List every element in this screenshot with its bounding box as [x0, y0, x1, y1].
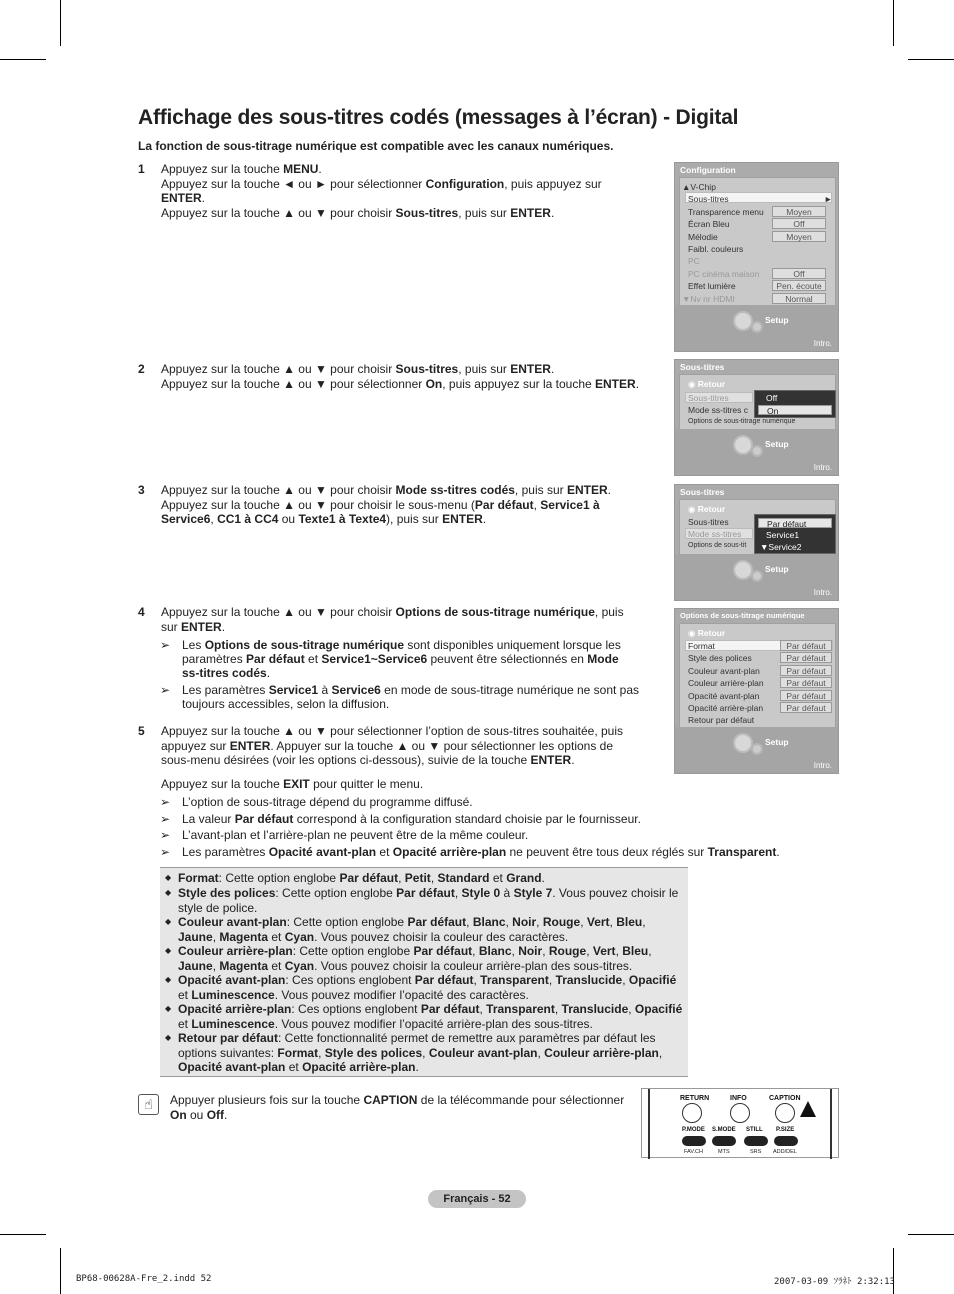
exit-note-1 — [160, 795, 780, 810]
note-arrow-icon: ➢ — [160, 828, 171, 842]
osd-retour-label: Retour — [697, 628, 726, 638]
osd-row: Effet lumière — [688, 281, 736, 292]
smode-button — [712, 1136, 736, 1146]
step-4-note-2 — [160, 683, 650, 711]
osd-value: Off — [772, 218, 826, 229]
crop-mark — [60, 0, 61, 46]
bullet-icon: ◆ — [165, 1033, 172, 1042]
note-arrow-icon: ➢ — [160, 812, 171, 826]
step-number: 5 — [138, 724, 145, 738]
step-line: Appuyez sur la touche ▲ ou ▼ pour choisir Mode ss-titres codés, puis sur ENTER. — [161, 483, 611, 497]
gear-icon — [751, 321, 763, 333]
osd-popup — [754, 514, 836, 554]
step-line: Appuyez sur la touche MENU. — [161, 162, 322, 176]
osd-header: Options de sous-titrage numérique — [680, 611, 805, 620]
step-line: Appuyez sur la touche ◄ ou ► pour sélectionner Configuration, puis appuyez sur ENTER. — [161, 176, 602, 205]
osd-row: PC — [688, 256, 700, 267]
bullet-icon: ◆ — [165, 888, 172, 897]
option-text: Format: Cette option englobe Par défaut, Petit, Standard et Grand. — [178, 871, 545, 885]
step-3 — [138, 483, 658, 529]
osd-row: Sous-titres — [688, 393, 729, 403]
osd-intro-label: Intro. — [813, 761, 832, 770]
osd-header: Sous-titres — [680, 362, 725, 372]
osd-row: Couleur arrière-plan — [688, 678, 764, 689]
osd-value: Par défaut — [780, 702, 832, 713]
remote-label-pmode: P.MODE — [682, 1127, 705, 1133]
osd-value: Par défaut — [780, 677, 832, 688]
remote-sublabel: SRS — [750, 1149, 762, 1155]
osd-menu-panel — [679, 177, 836, 307]
page-number-badge: Français - 52 — [428, 1190, 526, 1208]
note-arrow-icon: ➢ — [160, 795, 171, 809]
option-text: Retour par défaut: Cette fonctionnalité permet de remettre aux paramètres par défaut les options suivantes: Format, Style des polices, Couleur avant-plan, Couleur arrière-plan, Opacité avant-plan et Opacité arrière-plan. — [178, 1031, 663, 1074]
step-body — [161, 162, 641, 220]
psize-button — [774, 1136, 798, 1146]
gear-icon — [733, 733, 753, 753]
osd-row: Écran Bleu — [688, 219, 730, 230]
note-text: La valeur Par défaut correspond à la configuration standard choisie par le fournisseur. — [182, 812, 641, 826]
osd-row: Mode ss-titres c — [688, 405, 748, 415]
hand-icon: ☝ — [138, 1094, 159, 1115]
option-text: Couleur avant-plan: Cette option englobe Par défaut, Blanc, Noir, Rouge, Vert, Bleu, Jaune, Magenta et Cyan. Vous pouvez choisir la couleur des caractères. — [178, 915, 646, 944]
osd-retour: ◉ Retour — [688, 628, 726, 638]
osd-menu-panel — [679, 623, 836, 729]
remote-label-return: RETURN — [680, 1095, 710, 1102]
osd-row: Style des polices — [688, 653, 752, 664]
step-1 — [138, 162, 658, 222]
crop-mark — [893, 0, 894, 46]
crop-mark — [908, 1234, 954, 1235]
osd-popup-option: Service1 — [766, 530, 800, 540]
osd-row: Sous-titres — [688, 517, 729, 527]
exit-note-2 — [160, 812, 780, 827]
osd-row: Options de sous-titrage numérique — [688, 418, 796, 425]
osd-row: PC cinéma maison — [688, 268, 760, 279]
remote-sublabel: ADD/DEL — [773, 1149, 797, 1155]
step-4-note-1 — [160, 638, 650, 680]
remote-edge — [830, 1089, 832, 1159]
remote-edge — [648, 1089, 650, 1159]
gear-icon — [751, 743, 763, 755]
caption-note-text: Appuyer plusieurs fois sur la touche CAPTION de la télécommande pour sélectionner On ou Off. — [170, 1093, 625, 1122]
osd-setup-label: Setup — [765, 439, 789, 449]
step-5 — [138, 724, 658, 770]
osd-retour: ◉ Retour — [688, 504, 726, 514]
osd-row: Opacité arrière-plan — [688, 703, 764, 713]
bullet-icon: ◆ — [165, 975, 172, 984]
crop-mark — [908, 59, 954, 60]
bullet-icon: ◆ — [165, 917, 172, 926]
footer-right: 2007-03-09 ｿﾗﾈﾄ 2:32:13 — [774, 1277, 895, 1287]
osd-row: ▲V-Chip — [682, 182, 716, 192]
osd-value: ► — [824, 194, 833, 205]
osd-value: Normal — [772, 293, 826, 304]
osd-setup-label: Setup — [765, 564, 789, 574]
note-arrow-icon: ➢ — [160, 638, 171, 652]
crop-mark — [893, 1248, 894, 1294]
osd-value: Par défaut — [780, 665, 832, 676]
osd-screen-options — [674, 608, 839, 774]
exit-instruction: Appuyez sur la touche EXIT pour quitter le menu. — [161, 777, 424, 791]
osd-row: Opacité avant-plan — [688, 690, 760, 701]
osd-row: Sous-titres — [688, 194, 729, 205]
step-number: 1 — [138, 162, 145, 176]
osd-popup — [754, 390, 836, 418]
option-text: Opacité arrière-plan: Ces options englobent Par défaut, Transparent, Translucide, Opacifié et Luminescence. Vous pouvez modifier l’opacité arrière-plan des sous-titres. — [178, 1002, 683, 1031]
step-number: 2 — [138, 362, 145, 376]
osd-menu-panel — [679, 499, 836, 557]
osd-row: ▼Nv nr HDMI — [682, 293, 735, 304]
osd-row: Couleur avant-plan — [688, 665, 760, 676]
osd-setup-label: Setup — [765, 737, 789, 747]
caption-button — [775, 1103, 795, 1123]
osd-row: Transparence menu — [688, 206, 764, 217]
step-body — [161, 605, 636, 634]
step-number: 4 — [138, 605, 145, 619]
osd-row: Faibl. couleurs — [688, 244, 744, 254]
gear-icon — [751, 570, 763, 582]
osd-footer — [675, 727, 838, 773]
osd-row: Retour par défaut — [688, 715, 755, 726]
footer-left: BP68-00628A-Fre_2.indd 52 — [76, 1274, 212, 1284]
option-text: Style des polices: Cette option englobe Par défaut, Style 0 à Style 7. Vous pouvez choisir le style de police. — [178, 886, 679, 915]
osd-screen-configuration — [674, 162, 839, 352]
step-4 — [138, 605, 658, 637]
gear-icon — [733, 311, 753, 331]
osd-row: Mode ss-titres — [688, 529, 742, 539]
step-line: Appuyez sur la touche ▲ ou ▼ pour choisir Options de sous-titrage numérique, puis sur ENTER. — [161, 605, 624, 634]
remote-label-still: STILL — [746, 1127, 763, 1133]
pointer-arrow-icon — [800, 1101, 816, 1117]
crop-mark — [0, 59, 46, 60]
note-text: L’option de sous-titrage dépend du programme diffusé. — [182, 795, 473, 809]
note-text: Les paramètres Opacité avant-plan et Opacité arrière-plan ne peuvent être tous deux réglés sur Transparent. — [182, 845, 780, 859]
osd-setup-label: Setup — [765, 315, 789, 325]
exit-note-3 — [160, 828, 780, 843]
osd-value: Par défaut — [780, 690, 832, 701]
osd-footer — [675, 554, 838, 600]
osd-row: Format — [688, 641, 715, 651]
note-arrow-icon: ➢ — [160, 845, 171, 859]
bullet-icon: ◆ — [165, 873, 172, 882]
osd-popup-option: Off — [766, 393, 778, 403]
step-line: Appuyez sur la touche ▲ ou ▼ pour sélectionner l’option de sous-titres souhaitée, puis appuyez sur ENTER. Appuyer sur la touche ▲ ou ▼ pour sélectionner les options de sous-menu désirées (voir les options ci-dessous), suivie de la touche ENTER. — [161, 724, 624, 767]
osd-value: Moyen — [772, 231, 826, 242]
osd-intro-label: Intro. — [813, 588, 832, 597]
gear-icon — [733, 560, 753, 580]
intro-text: La fonction de sous-titrage numérique est compatible avec les canaux numériques. — [138, 139, 614, 153]
osd-intro-label: Intro. — [813, 339, 832, 348]
remote-label-info: INFO — [730, 1095, 747, 1102]
step-line: Appuyez sur la touche ▲ ou ▼ pour sélectionner On, puis appuyez sur la touche ENTER. — [161, 376, 640, 391]
osd-value: Par défaut — [780, 652, 832, 663]
osd-value: Off — [772, 268, 826, 279]
step-line: Appuyez sur la touche ▲ ou ▼ pour choisir Sous-titres, puis sur ENTER. — [161, 205, 555, 220]
return-button — [682, 1103, 702, 1123]
info-button — [730, 1103, 750, 1123]
osd-screen-sous-titres — [674, 359, 839, 476]
osd-value: Moyen — [772, 206, 826, 217]
osd-row: Options de sous-tit — [688, 542, 747, 549]
note-arrow-icon: ➢ — [160, 683, 171, 697]
remote-label-caption: CAPTION — [769, 1095, 801, 1102]
note-text: Les paramètres Service1 à Service6 en mode de sous-titrage numérique ne sont pas toujours accessibles, selon la diffusion. — [182, 683, 640, 711]
step-body — [161, 483, 616, 527]
remote-control-image — [641, 1088, 839, 1158]
remote-sublabel: MTS — [718, 1149, 730, 1155]
still-button — [744, 1136, 768, 1146]
step-body — [161, 724, 636, 768]
osd-row: Mélodie — [688, 231, 718, 242]
osd-footer — [675, 305, 838, 351]
note-text: L’avant-plan et l’arrière-plan ne peuvent être de la même couleur. — [182, 828, 529, 842]
page-title: Affichage des sous-titres codés (messages à l’écran) - Digital — [138, 106, 739, 129]
option-text: Opacité avant-plan: Ces options englobent Par défaut, Transparent, Translucide, Opacifié et Luminescence. Vous pouvez modifier l’opacité des caractères. — [178, 973, 677, 1002]
osd-popup-option: On — [758, 405, 832, 415]
osd-header: Sous-titres — [680, 487, 725, 497]
caption-note — [138, 1093, 628, 1125]
osd-menu-panel — [679, 374, 836, 432]
bullet-icon: ◆ — [165, 946, 172, 955]
crop-mark — [60, 1248, 61, 1294]
osd-retour-label: Retour — [697, 504, 726, 514]
osd-popup-option: ▼Service2 — [760, 542, 802, 552]
osd-header: Configuration — [680, 165, 736, 175]
step-number: 3 — [138, 483, 145, 497]
step-body — [161, 362, 661, 391]
gear-icon — [751, 445, 763, 457]
remote-sublabel: FAV.CH — [684, 1149, 703, 1155]
osd-intro-label: Intro. — [813, 463, 832, 472]
osd-footer — [675, 429, 838, 475]
osd-value: Par défaut — [780, 640, 832, 651]
osd-retour-label: Retour — [697, 379, 726, 389]
step-2 — [138, 362, 658, 394]
exit-note-4 — [160, 845, 800, 860]
option-text: Couleur arrière-plan: Cette option englobe Par défaut, Blanc, Noir, Rouge, Vert, Bleu, Jaune, Magenta et Cyan. Vous pouvez choisir la couleur arrière-plan des sous-titres. — [178, 944, 652, 973]
remote-label-psize: P.SIZE — [776, 1127, 795, 1133]
osd-popup-option: Par défaut — [758, 518, 832, 528]
options-box — [160, 867, 688, 1077]
note-text: Les Options de sous-titrage numérique sont disponibles uniquement lorsque les paramètres Par défaut et Service1~Service6 peuvent être sélectionnés en Mode ss-titres codés. — [182, 638, 621, 680]
osd-retour: ◉ Retour — [688, 379, 726, 389]
remote-label-smode: S.MODE — [712, 1127, 736, 1133]
gear-icon — [733, 435, 753, 455]
osd-screen-mode-sous-titres — [674, 484, 839, 601]
crop-mark — [0, 1234, 46, 1235]
pmode-button — [682, 1136, 706, 1146]
bullet-icon: ◆ — [165, 1004, 172, 1013]
step-line: Appuyez sur la touche ▲ ou ▼ pour choisir le sous-menu (Par défaut, Service1 à Service6, CC1 à CC4 ou Texte1 à Texte4), puis sur ENTER. — [161, 497, 600, 526]
step-line: Appuyez sur la touche ▲ ou ▼ pour choisir Sous-titres, puis sur ENTER. — [161, 362, 555, 376]
osd-value: Pen. écoute — [772, 280, 826, 291]
